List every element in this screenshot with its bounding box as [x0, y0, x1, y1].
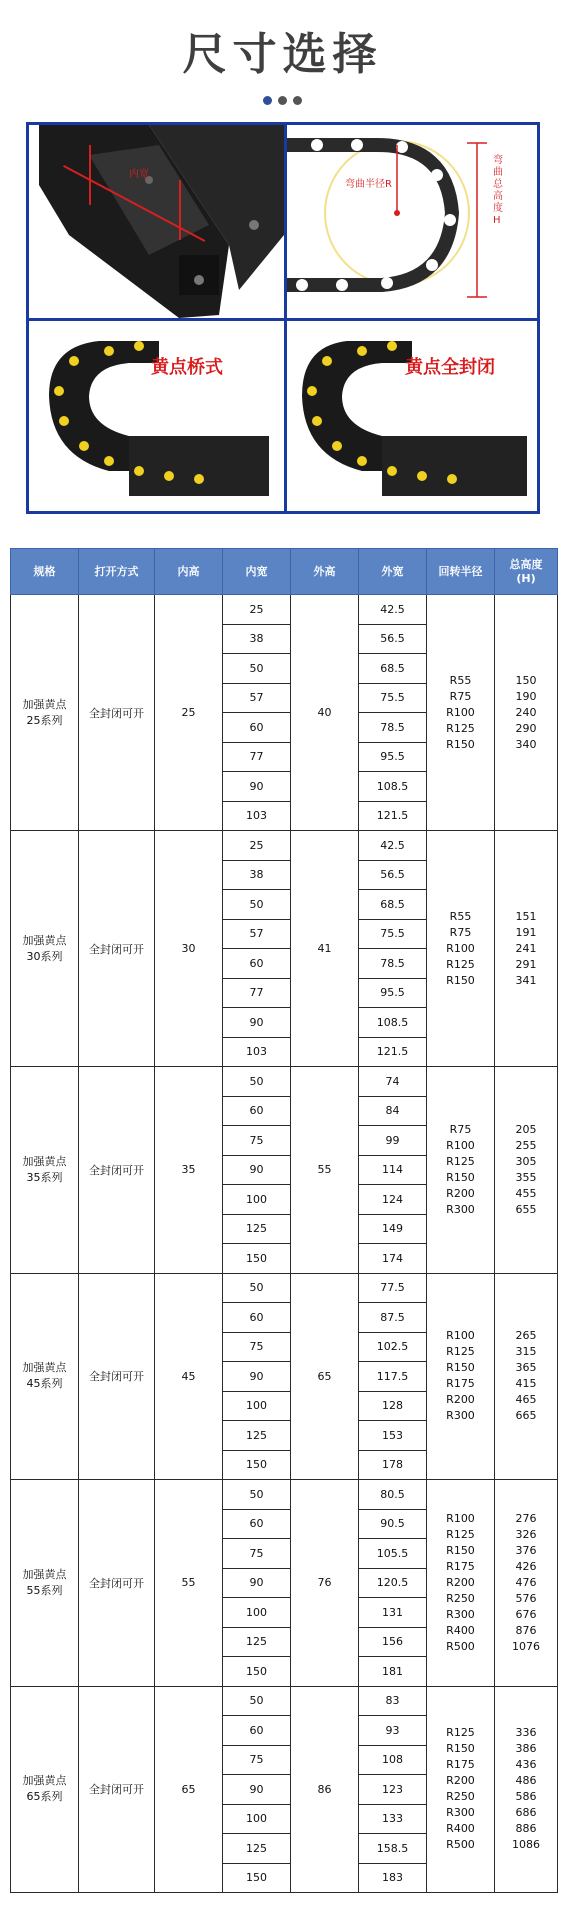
inner-width-cell: 100 — [223, 1185, 291, 1215]
outer-width-cell: 56.5 — [359, 860, 427, 890]
outer-height-cell: 55 — [291, 1067, 359, 1274]
enclosed-type-photo — [287, 321, 537, 511]
outer-width-cell: 174 — [359, 1244, 427, 1274]
col-header-open: 打开方式 — [79, 549, 155, 595]
outer-width-cell: 93 — [359, 1716, 427, 1746]
table-row — [11, 1067, 558, 1097]
inner-width-cell: 75 — [223, 1745, 291, 1775]
outer-width-cell: 102.5 — [359, 1332, 427, 1362]
inner-width-cell: 50 — [223, 1273, 291, 1303]
inner-width-cell: 100 — [223, 1391, 291, 1421]
open-type-cell: 全封闭可开 — [79, 1067, 155, 1274]
outer-width-cell: 87.5 — [359, 1303, 427, 1333]
inner-width-cell: 90 — [223, 1008, 291, 1038]
open-type-cell: 全封闭可开 — [79, 831, 155, 1067]
outer-width-cell: 117.5 — [359, 1362, 427, 1392]
inner-width-cell: 125 — [223, 1834, 291, 1864]
table-row — [11, 1480, 558, 1510]
total-height-label: 弯曲总高度H — [493, 155, 503, 226]
radius-cell: R75 R100 R125 R150 R200 R300 — [427, 1067, 495, 1274]
enclosed-type-caption: 黄点全封闭 — [405, 357, 495, 378]
outer-height-cell: 41 — [291, 831, 359, 1067]
col-header-outer-height: 外高 — [291, 549, 359, 595]
outer-width-cell: 83 — [359, 1686, 427, 1716]
outer-width-cell: 75.5 — [359, 919, 427, 949]
outer-width-cell: 128 — [359, 1391, 427, 1421]
outer-width-cell: 99 — [359, 1126, 427, 1156]
inner-height-cell: 65 — [155, 1686, 223, 1893]
inner-height-cell: 30 — [155, 831, 223, 1067]
open-type-cell: 全封闭可开 — [79, 1686, 155, 1893]
open-type-cell: 全封闭可开 — [79, 1480, 155, 1687]
product-photo-grid — [26, 122, 540, 514]
bridge-type-photo — [29, 321, 284, 511]
total-height-cell: 336 386 436 486 586 686 886 1086 — [495, 1686, 558, 1893]
page-title: 尺寸选择 — [182, 29, 383, 80]
outer-width-cell: 68.5 — [359, 654, 427, 684]
inner-width-cell: 50 — [223, 1480, 291, 1510]
inner-height-cell: 55 — [155, 1480, 223, 1687]
outer-width-cell: 95.5 — [359, 742, 427, 772]
radius-cell: R100 R125 R150 R175 R200 R250 R300 R400 R500 — [427, 1480, 495, 1687]
inner-width-cell: 50 — [223, 654, 291, 684]
enclosed-type-chain-graphic — [287, 321, 537, 511]
outer-width-cell: 80.5 — [359, 1480, 427, 1510]
outer-width-cell: 149 — [359, 1214, 427, 1244]
inner-width-cell: 25 — [223, 595, 291, 625]
total-height-cell: 276 326 376 426 476 576 676 876 1076 — [495, 1480, 558, 1687]
col-header-inner-height: 内高 — [155, 549, 223, 595]
outer-width-cell: 42.5 — [359, 831, 427, 861]
outer-width-cell: 90.5 — [359, 1509, 427, 1539]
inner-width-cell: 150 — [223, 1244, 291, 1274]
inner-width-cell: 77 — [223, 978, 291, 1008]
inner-width-cell: 100 — [223, 1804, 291, 1834]
table-row — [11, 595, 558, 625]
spec-cell: 加强黄点 35系列 — [11, 1067, 79, 1274]
outer-width-cell: 156 — [359, 1627, 427, 1657]
spec-cell: 加强黄点 55系列 — [11, 1480, 79, 1687]
open-type-cell: 全封闭可开 — [79, 1273, 155, 1480]
outer-height-cell: 86 — [291, 1686, 359, 1893]
table-row — [11, 831, 558, 861]
inner-width-cell: 38 — [223, 860, 291, 890]
outer-width-cell: 74 — [359, 1067, 427, 1097]
outer-width-cell: 121.5 — [359, 1037, 427, 1067]
inner-width-cell: 50 — [223, 1686, 291, 1716]
outer-width-cell: 153 — [359, 1421, 427, 1451]
inner-width-cell: 38 — [223, 624, 291, 654]
table-header-row — [11, 549, 558, 595]
outer-width-cell: 121.5 — [359, 801, 427, 831]
inner-width-cell: 103 — [223, 1037, 291, 1067]
inner-width-cell: 90 — [223, 1775, 291, 1805]
inner-width-cell: 90 — [223, 1362, 291, 1392]
spec-cell: 加强黄点 65系列 — [11, 1686, 79, 1893]
inner-width-label: 内宽 — [129, 169, 149, 180]
outer-height-cell: 76 — [291, 1480, 359, 1687]
total-height-cell: 205 255 305 355 455 655 — [495, 1067, 558, 1274]
outer-width-cell: 183 — [359, 1863, 427, 1893]
inner-width-cell: 75 — [223, 1126, 291, 1156]
outer-width-cell: 108.5 — [359, 1008, 427, 1038]
drag-chain-closeup-graphic — [29, 125, 284, 318]
inner-height-cell: 35 — [155, 1067, 223, 1274]
inner-width-cell: 150 — [223, 1863, 291, 1893]
bending-radius-photo — [287, 125, 537, 318]
inner-width-cell: 25 — [223, 831, 291, 861]
inner-width-cell: 50 — [223, 890, 291, 920]
inner-width-cell: 57 — [223, 683, 291, 713]
outer-width-cell: 75.5 — [359, 683, 427, 713]
inner-width-cell: 125 — [223, 1214, 291, 1244]
carousel-dots — [0, 92, 565, 110]
outer-width-cell: 158.5 — [359, 1834, 427, 1864]
outer-width-cell: 123 — [359, 1775, 427, 1805]
radius-cell: R55 R75 R100 R125 R150 — [427, 595, 495, 831]
radius-cell: R100 R125 R150 R175 R200 R300 — [427, 1273, 495, 1480]
outer-width-cell: 120.5 — [359, 1568, 427, 1598]
outer-width-cell: 78.5 — [359, 713, 427, 743]
table-row — [11, 1273, 558, 1303]
inner-width-cell: 60 — [223, 713, 291, 743]
total-height-cell: 151 191 241 291 341 — [495, 831, 558, 1067]
inner-width-cell: 75 — [223, 1332, 291, 1362]
col-header-total-height: 总高度 (H) — [495, 549, 558, 595]
inner-width-cell: 60 — [223, 1303, 291, 1333]
outer-width-cell: 95.5 — [359, 978, 427, 1008]
open-type-cell: 全封闭可开 — [79, 595, 155, 831]
total-height-cell: 150 190 240 290 340 — [495, 595, 558, 831]
outer-width-cell: 78.5 — [359, 949, 427, 979]
dot — [278, 96, 287, 105]
inner-width-cell: 103 — [223, 801, 291, 831]
outer-width-cell: 131 — [359, 1598, 427, 1628]
outer-height-cell: 65 — [291, 1273, 359, 1480]
outer-width-cell: 42.5 — [359, 595, 427, 625]
bridge-type-chain-graphic — [29, 321, 284, 511]
dot — [263, 96, 272, 105]
spec-cell: 加强黄点 25系列 — [11, 595, 79, 831]
outer-width-cell: 114 — [359, 1155, 427, 1185]
spec-table — [10, 548, 558, 1893]
outer-width-cell: 181 — [359, 1657, 427, 1687]
inner-width-cell: 60 — [223, 949, 291, 979]
outer-height-cell: 40 — [291, 595, 359, 831]
radius-cell: R55 R75 R100 R125 R150 — [427, 831, 495, 1067]
inner-height-cell: 25 — [155, 595, 223, 831]
inner-width-cell: 77 — [223, 742, 291, 772]
inner-width-cell: 50 — [223, 1067, 291, 1097]
inner-width-cell: 150 — [223, 1657, 291, 1687]
inner-width-cell: 60 — [223, 1509, 291, 1539]
inner-width-cell: 125 — [223, 1421, 291, 1451]
inner-width-cell: 75 — [223, 1539, 291, 1569]
outer-width-cell: 108.5 — [359, 772, 427, 802]
outer-width-cell: 108 — [359, 1745, 427, 1775]
outer-width-cell: 105.5 — [359, 1539, 427, 1569]
table-row — [11, 1686, 558, 1716]
outer-width-cell: 124 — [359, 1185, 427, 1215]
inner-width-cell: 60 — [223, 1716, 291, 1746]
col-header-radius: 回转半径 — [427, 549, 495, 595]
outer-width-cell: 84 — [359, 1096, 427, 1126]
inner-width-cell: 57 — [223, 919, 291, 949]
inner-width-cell: 125 — [223, 1627, 291, 1657]
outer-width-cell: 178 — [359, 1450, 427, 1480]
total-height-cell: 265 315 365 415 465 665 — [495, 1273, 558, 1480]
dot — [293, 96, 302, 105]
inner-width-cell: 90 — [223, 772, 291, 802]
inner-width-cell: 90 — [223, 1568, 291, 1598]
outer-width-cell: 77.5 — [359, 1273, 427, 1303]
inner-width-cell: 90 — [223, 1155, 291, 1185]
inner-width-cell: 100 — [223, 1598, 291, 1628]
inner-width-cell: 60 — [223, 1096, 291, 1126]
inner-width-cell: 150 — [223, 1450, 291, 1480]
outer-width-cell: 56.5 — [359, 624, 427, 654]
radius-cell: R125 R150 R175 R200 R250 R300 R400 R500 — [427, 1686, 495, 1893]
bridge-type-caption: 黄点桥式 — [151, 357, 223, 378]
col-header-spec: 规格 — [11, 549, 79, 595]
inner-height-cell: 45 — [155, 1273, 223, 1480]
spec-cell: 加强黄点 30系列 — [11, 831, 79, 1067]
inner-width-photo — [29, 125, 284, 318]
col-header-inner-width: 内宽 — [223, 549, 291, 595]
outer-width-cell: 68.5 — [359, 890, 427, 920]
outer-width-cell: 133 — [359, 1804, 427, 1834]
spec-cell: 加强黄点 45系列 — [11, 1273, 79, 1480]
bending-radius-label: 弯曲半径R — [345, 179, 392, 190]
col-header-outer-width: 外宽 — [359, 549, 427, 595]
